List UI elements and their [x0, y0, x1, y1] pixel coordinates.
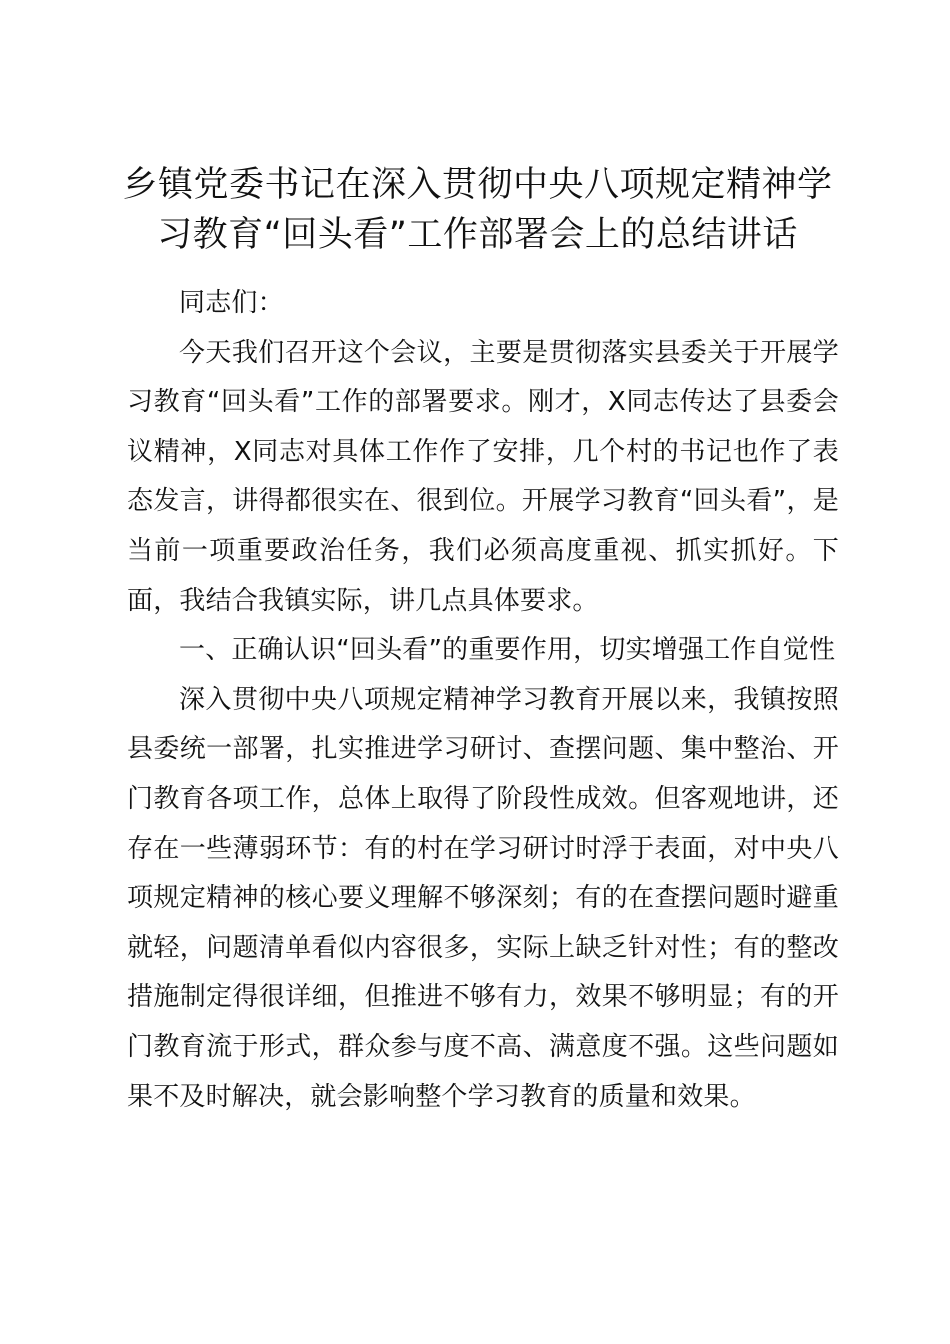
document-body — [127, 279, 839, 1122]
document-title: 乡镇党委书记在深入贯彻中央八项规定精神学习教育“回头看”工作部署会上的总结讲话 — [122, 165, 833, 255]
paragraph-section-1: 深入贯彻中央八项规定精神学习教育开展以来，我镇按照县委统一部署，扎实推进学习研讨、查摆问题、集中整治、开门教育各项工作，总体上取得了阶段性成效。但客观地讲，还存在一些薄弱环节：有的村在学习研讨时浮于表面，对中央八项规定精神的核心要义理解不够深刻；有的在查摆问题时避重就轻，问题清单看似内容很多，实际上缺乏针对性；有的整改措施制定得很详细，但推进不够有力，效果不够明显；有的开门教育流于形式，群众参与度不高、满意度不强。这些问题如果不及时解决，就会影响整个学习教育的质量和效果。 — [127, 684, 839, 1112]
section-heading-1: 一、正确认识“回头看”的重要作用，切实增强工作自觉性 — [179, 635, 836, 666]
salutation: 同志们： — [179, 288, 284, 318]
paragraph-intro: 今天我们召开这个会议，主要是贯彻落实县委关于开展学习教育“回头看”工作的部署要求。刚才，X同志传达了县委会议精神，X同志对具体工作作了安排，几个村的书记也作了表态发言，讲得都很实在、很到位。开展学习教育“回头看”，是当前一项重要政治任务，我们必须高度重视、抓实抓好。下面，我结合我镇实际，讲几点具体要求。 — [127, 337, 839, 616]
